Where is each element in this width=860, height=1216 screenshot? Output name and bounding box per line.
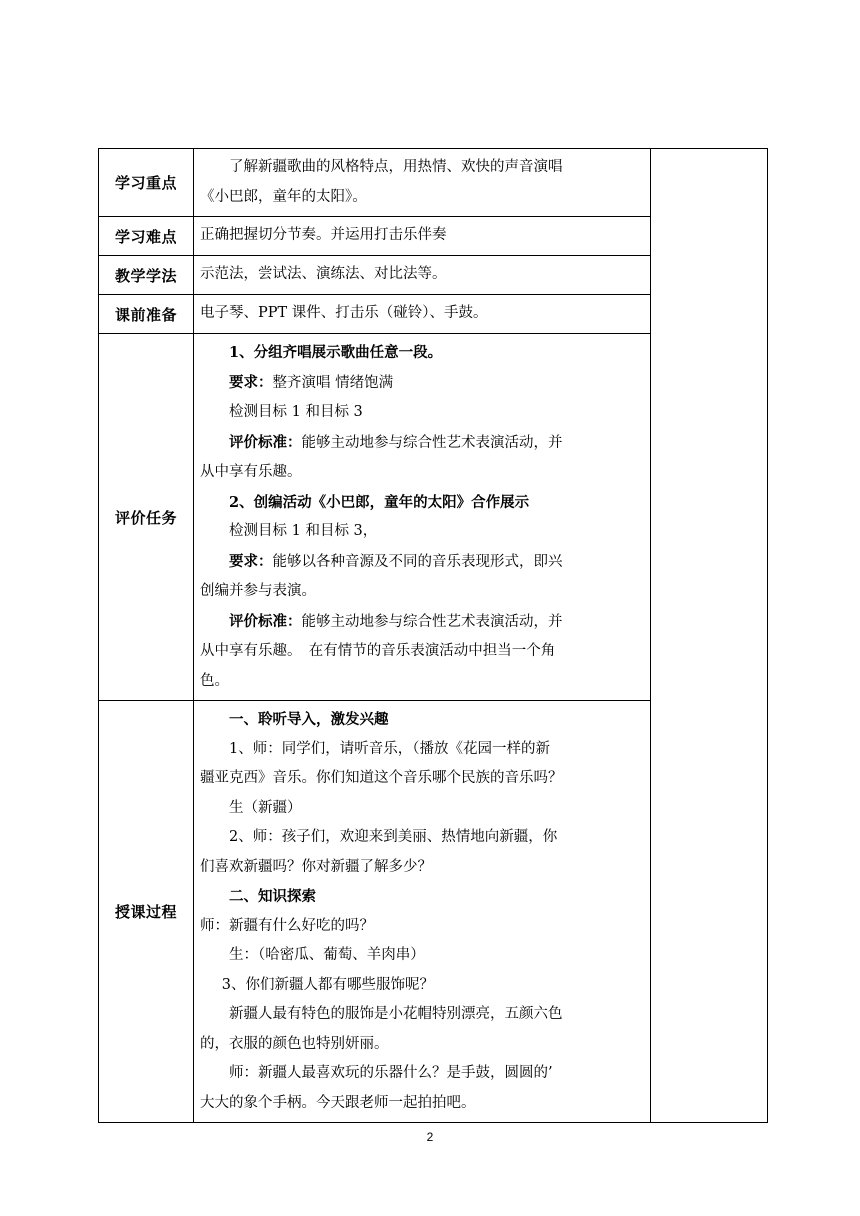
- row-content-evaluation: [194, 334, 651, 701]
- process-p1-line3: 生（新疆）: [229, 799, 302, 816]
- process-p6-line2: 大大的象个手柄。今天跟老师一起拍拍吧。: [200, 1094, 476, 1111]
- row-label-preparation: 课前准备: [99, 295, 194, 334]
- task2-requirement: 要求：能够以各种音源及不同的音乐表现形式，即兴: [229, 552, 563, 570]
- section2-title: 二、知识探索: [229, 888, 316, 905]
- task2-target: 检测目标 1 和目标 3，: [229, 523, 378, 539]
- process-p5-line2: 的，衣服的颜色也特别妍丽。: [200, 1035, 389, 1052]
- row-content-difficulty: [194, 217, 651, 256]
- methods-text: 示范法，尝试法、演练法、对比法等。: [200, 266, 447, 283]
- row-content-preparation: [194, 295, 651, 334]
- lesson-plan-table: [98, 148, 768, 1123]
- notes-column: [651, 149, 768, 1123]
- process-p4: 3、你们新疆人都有哪些服饰呢？: [221, 976, 434, 993]
- focus-line-1: 了解新疆歌曲的风格特点，用热情、欢快的声音演唱: [229, 159, 563, 175]
- row-label-evaluation: 评价任务: [99, 334, 194, 701]
- task2-requirement-cont: 创编并参与表演。: [200, 583, 316, 599]
- row-content-focus: [194, 149, 651, 217]
- row-label-difficulty: 学习难点: [99, 217, 194, 256]
- row-label-process: 授课过程: [99, 701, 194, 1123]
- process-p1-line1: 1、师：同学们，请听音乐，（播放《花园一样的新: [229, 740, 550, 757]
- process-p3-line1: 师：新疆有什么好吃的吗？: [200, 917, 374, 934]
- section1-title: 一、聆听导入，激发兴趣: [229, 711, 389, 728]
- task2-standard-end: 色。: [200, 672, 229, 689]
- process-p5-line1: 新疆人最有特色的服饰是小花帽特别漂亮，五颜六色: [229, 1006, 563, 1022]
- row-label-focus: 学习重点: [99, 149, 194, 217]
- process-p3-line2: 生：（哈密瓜、葡萄、羊肉串）: [229, 947, 425, 963]
- difficulty-text: 正确把握切分节奏。并运用打击乐伴奏: [200, 227, 447, 244]
- preparation-text: 电子琴、PPT 课件、打击乐（碰铃）、手鼓。: [200, 305, 488, 322]
- task2-standard-cont: 从中享有乐趣。 在有情节的音乐表演活动中担当一个角: [200, 643, 556, 659]
- task1-title: 1、分组齐唱展示歌曲任意一段。: [229, 344, 443, 361]
- task1-standard: 评价标准：能够主动地参与综合性艺术表演活动，并: [229, 433, 563, 451]
- row-content-methods: [194, 256, 651, 295]
- row-content-process: [194, 701, 651, 1123]
- task1-requirement: 要求：整齐演唱 情绪饱满: [229, 373, 394, 391]
- task2-standard: 评价标准：能够主动地参与综合性艺术表演活动，并: [229, 612, 563, 630]
- task1-target: 检测目标 1 和目标 3: [229, 404, 363, 420]
- table-row: [99, 149, 768, 217]
- row-label-methods: 教学学法: [99, 256, 194, 295]
- process-p2-line2: 们喜欢新疆吗？你对新疆了解多少？: [200, 858, 432, 875]
- process-p1-line2: 疆亚克西》音乐。你们知道这个音乐哪个民族的音乐吗？: [200, 770, 563, 786]
- process-p6-line1: 师：新疆人最喜欢玩的乐器什么？是手鼓，圆圆的’: [229, 1065, 553, 1081]
- process-p2-line1: 2、师：孩子们，欢迎来到美丽、热情地向新疆，你: [229, 829, 558, 845]
- task1-standard-cont: 从中享有乐趣。: [200, 464, 302, 480]
- page-number: 2: [426, 1130, 434, 1144]
- focus-line-2: 《小巴郎，童年的太阳》。: [200, 188, 367, 205]
- task2-title: 2、创编活动《小巴郎，童年的太阳》合作展示: [229, 493, 530, 511]
